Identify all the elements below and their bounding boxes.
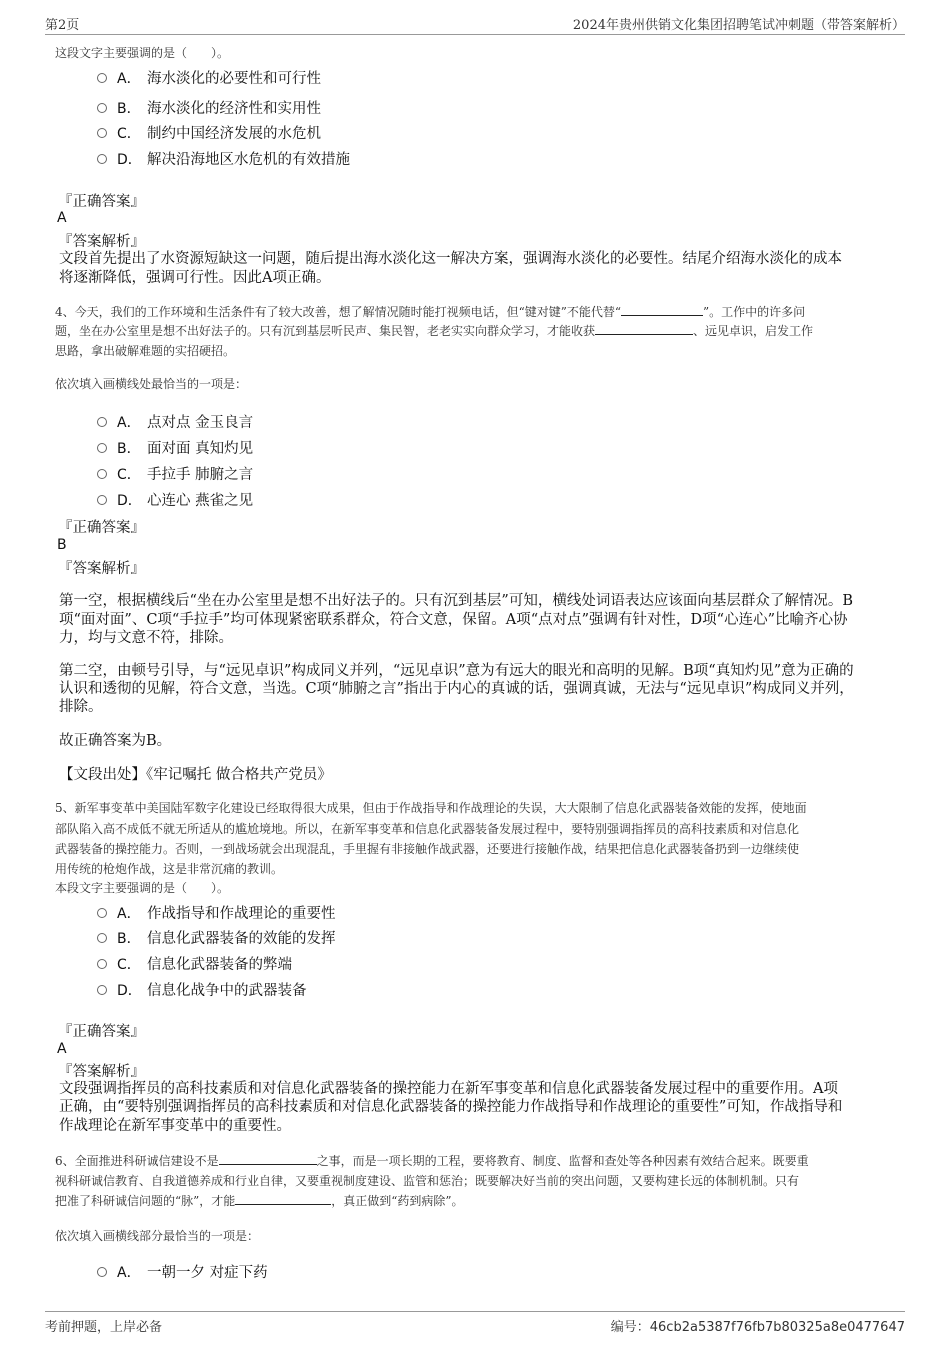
q6-prompt: 依次填入画横线部分最恰当的一项是： [55, 1229, 260, 1243]
q3-option-d[interactable]: D． 解决沿海地区水危机的有效措施 [97, 148, 350, 168]
radio-icon[interactable] [97, 495, 107, 505]
source: 【文段出处】《牢记嘱托 做合格共产党员》 [59, 767, 332, 783]
analysis-line: 力，均与文意不符，排除。 [59, 630, 233, 646]
analysis-line: 认识和透彻的见解，符合文意，当选。C项“肺腑之言”指出于内心的真诚的话，强调真诚，无法与“远见卓识”构成同义并列， [59, 681, 854, 697]
q4-option-b[interactable]: B． 面对面 真知灼见 [97, 437, 253, 457]
q4-stem-line: 4、今天，我们的工作环境和生活条件有了较大改善，想了解情况随时能打视频电话，但“键对键”不能代替“ ”。工作中的许多问 [55, 305, 806, 319]
radio-icon[interactable] [97, 443, 107, 453]
q3-option-a[interactable]: A． 海水淡化的必要性和可行性 [97, 67, 321, 87]
analysis-line: 作战理论在新军事变革中的重要性。 [59, 1118, 291, 1134]
radio-icon[interactable] [97, 154, 107, 164]
radio-icon[interactable] [97, 128, 107, 138]
q3-stem: 这段文字主要强调的是（ ）。 [55, 46, 230, 60]
q4-option-d[interactable]: D． 心连心 燕雀之见 [97, 489, 253, 509]
radio-icon[interactable] [97, 985, 107, 995]
analysis-label: 『答案解析』 [58, 561, 145, 577]
radio-icon[interactable] [97, 933, 107, 943]
conclusion: 故正确答案为B。 [59, 733, 172, 749]
fill-blank [219, 1152, 317, 1165]
radio-icon[interactable] [97, 73, 107, 83]
analysis-line: 第一空，根据横线后“坐在办公室里是想不出好法子的。只有沉到基层”可知，横线处词语表达应该面向基层群众了解情况。B [59, 593, 853, 609]
correct-answer-label: 『正确答案』 [58, 1024, 145, 1040]
radio-icon[interactable] [97, 417, 107, 427]
q5-option-d[interactable]: D． 信息化战争中的武器装备 [97, 979, 307, 999]
correct-answer-label: 『正确答案』 [58, 520, 145, 536]
q5-option-c[interactable]: C． 信息化武器装备的弊端 [97, 953, 292, 973]
analysis-line: 项“面对面”、C项“手拉手”均可体现紧密联系群众，符合文意，保留。A项“点对点”强调有针对性，D项“心连心”比喻齐心协 [59, 612, 848, 628]
correct-answer: A [57, 210, 67, 226]
document-title: 2024年贵州供销文化集团招聘笔试冲刺题（带答案解析） [572, 18, 905, 33]
q4-stem-line: 思路，拿出破解难题的实招硬招。 [55, 344, 236, 358]
radio-icon[interactable] [97, 908, 107, 918]
page-footer [45, 1311, 905, 1338]
q5-option-a[interactable]: A． 作战指导和作战理论的重要性 [97, 902, 336, 922]
analysis-label: 『答案解析』 [58, 234, 145, 250]
q3-option-c[interactable]: C． 制约中国经济发展的水危机 [97, 122, 321, 142]
radio-icon[interactable] [97, 959, 107, 969]
q4-option-a[interactable]: A． 点对点 金玉良言 [97, 411, 253, 431]
analysis-line: 文段首先提出了水资源短缺这一问题，随后提出海水淡化这一解决方案，强调海水淡化的必要性。结尾介绍海水淡化的成本 [59, 251, 842, 267]
footer-slogan: 考前押题，上岸必备 [45, 1320, 163, 1335]
analysis-label: 『答案解析』 [58, 1064, 145, 1080]
page-header [45, 12, 905, 35]
q5-stem-line: 武器装备的操控能力。否则，一到战场就会出现混乱，手里握有非接触作战武器，还要进行接触作战，结果把信息化武器装备扔到一边继续使 [55, 842, 800, 856]
analysis-line: 排除。 [59, 699, 103, 715]
q3-option-b[interactable]: B． 海水淡化的经济性和实用性 [97, 97, 321, 117]
fill-blank [621, 303, 703, 316]
correct-answer-label: 『正确答案』 [58, 194, 145, 210]
q6-stem-line: 把准了科研诚信问题的“脉”，才能 ，真正做到“药到病除”。 [55, 1194, 464, 1208]
q5-stem: 本段文字主要强调的是（ ）。 [55, 881, 230, 895]
q5-stem-line: 部队陷入高不成低不就无所适从的尴尬境地。所以，在新军事变革和信息化武器装备发展过程中，要特别强调指挥员的高科技素质和对信息化 [55, 822, 800, 836]
radio-icon[interactable] [97, 469, 107, 479]
fill-blank [595, 322, 693, 335]
page-number: 第2页 [45, 18, 80, 33]
correct-answer: A [57, 1041, 67, 1057]
document-code: 编号：46cb2a5387f76fb7b80325a8e0477647 [610, 1320, 905, 1335]
q4-option-c[interactable]: C． 手拉手 肺腑之言 [97, 463, 253, 483]
analysis-line: 正确，由“要特别强调指挥员的高科技素质和对信息化武器装备的操控能力作战指导和作战理论的重要性”可知，作战指导和 [59, 1099, 843, 1115]
fill-blank [235, 1192, 331, 1205]
q5-stem-line: 用传统的枪炮作战，这是非常沉痛的教训。 [55, 862, 284, 876]
q4-stem-line: 题，坐在办公室里是想不出好法子的。只有沉到基层听民声、集民智，老老实实向群众学习，才能收获 、远见卓识，启发工作 [55, 324, 814, 338]
analysis-line: 第二空，由顿号引导，与“远见卓识”构成同义并列，“远见卓识”意为有远大的眼光和高明的见解。B项“真知灼见”意为正确的 [59, 663, 854, 679]
q4-prompt: 依次填入画横线处最恰当的一项是： [55, 377, 248, 391]
correct-answer: B [57, 537, 67, 553]
q5-stem-line: 5、新军事变革中美国陆军数字化建设已经取得很大成果，但由于作战指导和作战理论的失误，大大限制了信息化武器装备效能的发挥，使地面 [55, 801, 807, 815]
q6-stem-line: 视科研诚信教育、自我道德养成和行业自律，又要重视制度建设、监管和惩治；既要解决好当前的突出问题，又要构建长远的体制机制。只有 [55, 1174, 800, 1188]
analysis-line: 文段强调指挥员的高科技素质和对信息化武器装备的操控能力在新军事变革和信息化武器装备发展过程中的重要作用。A项 [59, 1081, 838, 1097]
analysis-line: 将逐渐降低，强调可行性。因此A项正确。 [59, 270, 331, 286]
q6-stem-line: 6、全面推进科研诚信建设不是 之事，而是一项长期的工程，要将教育、制度、监督和查处等各种因素有效结合起来。既要重 [55, 1154, 809, 1168]
q6-option-a[interactable]: A． 一朝一夕 对症下药 [97, 1261, 268, 1281]
radio-icon[interactable] [97, 1267, 107, 1277]
q5-option-b[interactable]: B． 信息化武器装备的效能的发挥 [97, 927, 336, 947]
radio-icon[interactable] [97, 103, 107, 113]
